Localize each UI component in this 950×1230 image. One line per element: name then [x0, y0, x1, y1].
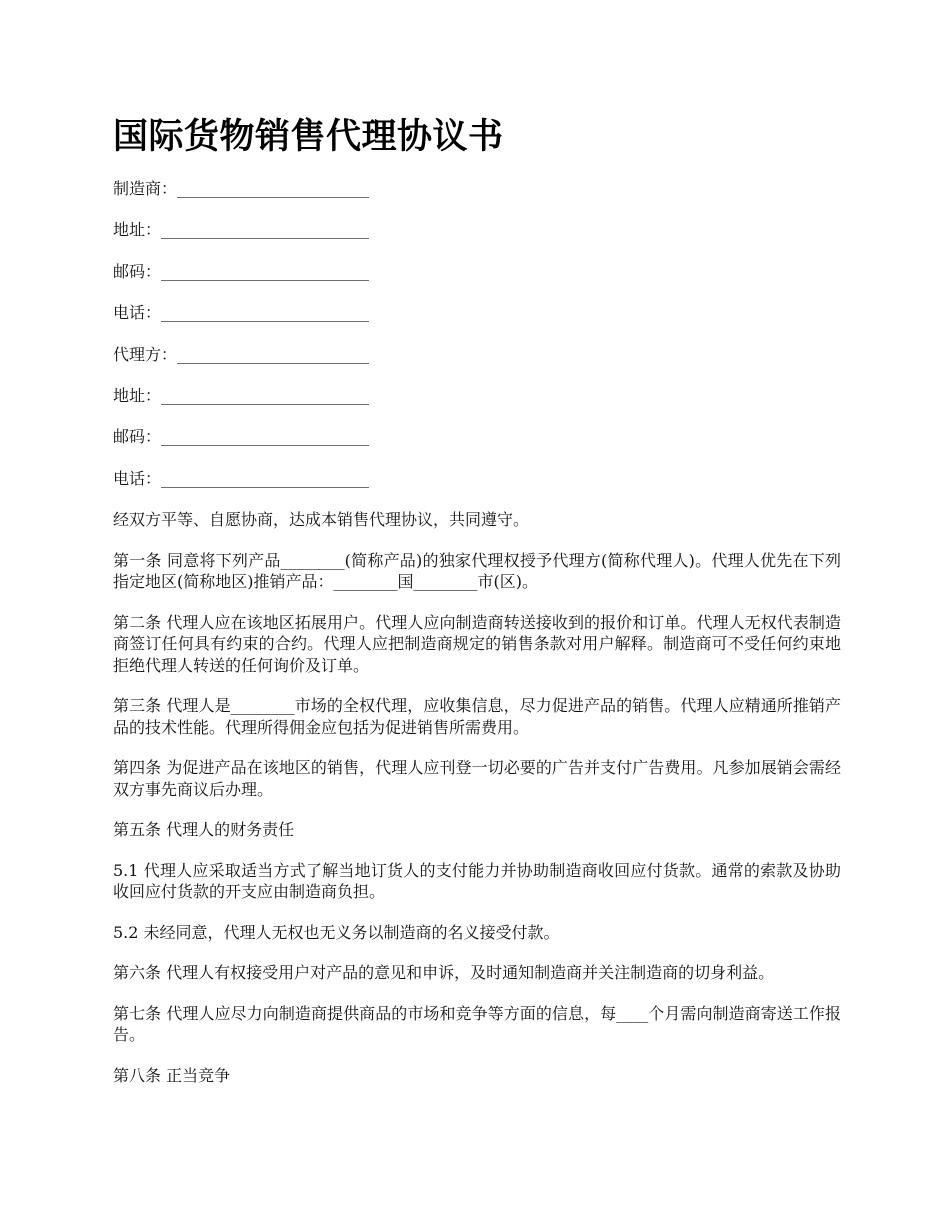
party-info-block [113, 178, 841, 490]
article-8-heading: 第八条 正当竞争 [113, 1065, 231, 1085]
agent-name-field: 代理方：________________________ [113, 344, 370, 364]
document-title: 国际货物销售代理协议书 [113, 116, 504, 157]
agent-address-field: 地址：__________________________ [113, 385, 370, 405]
article-2-paragraph: 第二条 代理人应在该地区拓展用户。代理人应向制造商转送接收到的报价和订单。代理人无权代表制造商签订任何具有约束的合约。代理人应把制造商规定的销售条款对用户解释。制造商可不受任何约束地拒绝代理人转送的任何询价及订单。 [113, 612, 841, 675]
manufacturer-name-field: 制造商：________________________ [113, 179, 370, 198]
article-1-paragraph: 第一条 同意将下列产品________(简称产品)的独家代理权授予代理方(简称代理人)。代理人优先在下列指定地区(简称地区)推销产品：________国________市(区)。 [113, 550, 841, 592]
article-4-paragraph: 第四条 为促进产品在该地区的销售，代理人应刊登一切必要的广告并支付广告费用。凡参加展销会需经双方事先商议后办理。 [113, 758, 841, 799]
agent-postcode-field: 邮码：__________________________ [113, 427, 370, 447]
article-6-paragraph: 第六条 代理人有权接受用户对产品的意见和申诉，及时通知制造商并关注制造商的切身利益。 [113, 963, 775, 983]
manufacturer-phone-field: 电话：__________________________ [113, 303, 370, 323]
manufacturer-postcode-field: 邮码：__________________________ [113, 261, 370, 281]
clause-5-1-paragraph: 5.1 代理人应采取适当方式了解当地订货人的支付能力并协助制造商收回应付货款。通常的索款及协助收回应付货款的开支应由制造商负担。 [113, 860, 841, 902]
document-page [113, 112, 841, 1105]
clause-5-2-paragraph: 5.2 未经同意，代理人无权也无义务以制造商的名义接受付款。 [113, 922, 560, 942]
article-3-paragraph: 第三条 代理人是________市场的全权代理，应收集信息，尽力促进产品的销售。代理人应精通所推销产品的技术性能。代理所得佣金应包括为促进销售所需费用。 [113, 696, 841, 737]
article-5-heading: 第五条 代理人的财务责任 [113, 820, 295, 840]
agent-phone-field: 电话：__________________________ [113, 468, 370, 488]
manufacturer-address-field: 地址：__________________________ [113, 220, 370, 240]
intro-paragraph: 经双方平等、自愿协商，达成本销售代理协议，共同遵守。 [113, 510, 530, 530]
article-7-paragraph: 第七条 代理人应尽力向制造商提供商品的市场和竞争等方面的信息，每____个月需向制造商寄送工作报告。 [113, 1003, 841, 1045]
